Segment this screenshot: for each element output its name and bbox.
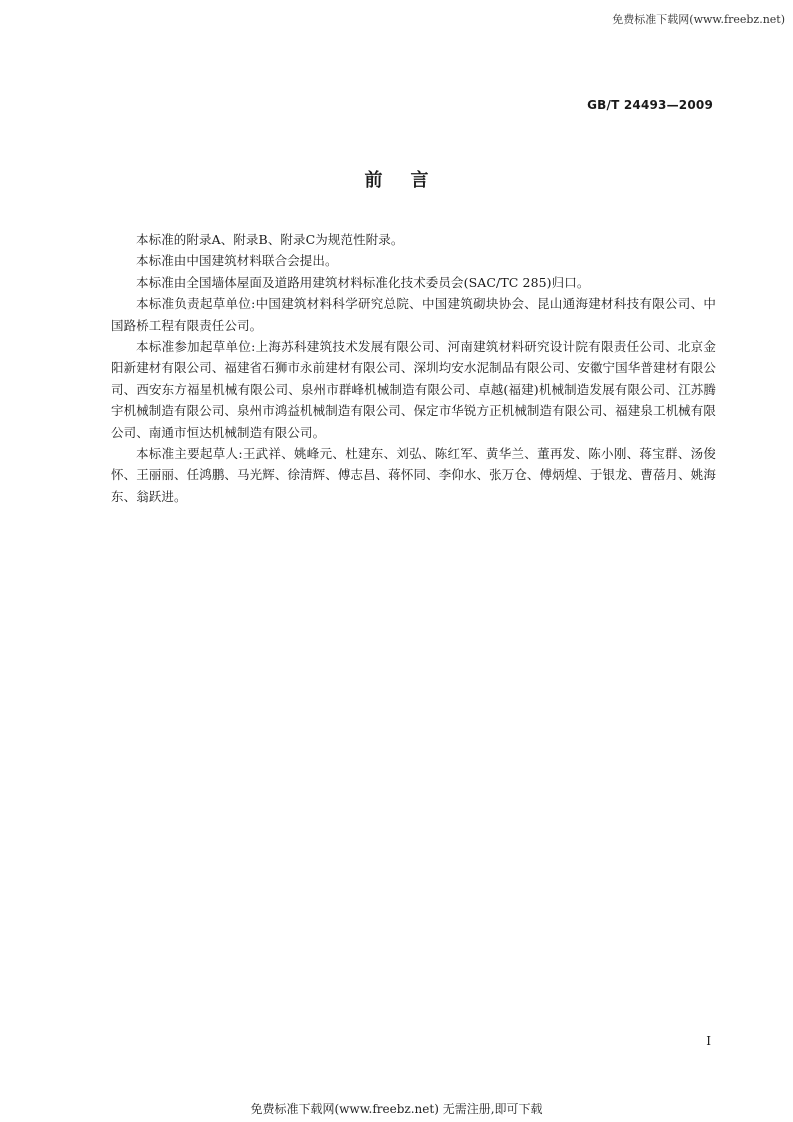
paragraph-drafters: 本标准主要起草人:王武祥、姚峰元、杜建东、刘弘、陈红军、黄华兰、董再发、陈小刚、蒋宝群、汤俊怀、王丽丽、任鸿鹏、马光辉、徐清辉、傅志昌、蒋怀同、李仰水、张万仓、傅炳煌、于银龙、曹蓓月、姚海东、翁跃进。 [111,446,716,504]
paragraph-committee: 本标准由全国墙体屋面及道路用建筑材料标准化技术委员会(SAC/TC 285)归口。 [136,274,590,290]
paragraph-participating-units: 本标准参加起草单位:上海苏科建筑技术发展有限公司、河南建筑材料研究设计院有限责任公司、北京金阳新建材有限公司、福建省石狮市永前建材有限公司、深圳均安水泥制品有限公司、安徽宁国华普建材有限公司、西安东方福星机械有限公司、泉州市群峰机械制造有限公司、卓越(福建)机械制造发展有限公司、江苏腾宇机械制造有限公司、泉州市鸿益机械制造有限公司、保定市华锐方正机械制造有限公司、福建泉工机械有限公司、南通市恒达机械制造有限公司。 [111,339,716,440]
watermark-top: 免费标准下载网(www.freebz.net) [612,13,785,26]
standard-number: GB/T 24493—2009 [587,98,713,112]
paragraph-proposer: 本标准由中国建筑材料联合会提出。 [136,253,338,269]
foreword-body [111,229,716,507]
page-number: I [706,1034,711,1048]
watermark-bottom: 免费标准下载网(www.freebz.net) 无需注册,即可下载 [250,1102,543,1116]
paragraph-appendix: 本标准的附录A、附录B、附录C为规范性附录。 [136,232,404,247]
page-title: 前言 [364,170,457,191]
paragraph-responsible-units: 本标准负责起草单位:中国建筑材料科学研究总院、中国建筑砌块协会、昆山通海建材科技有限公司、中国路桥工程有限责任公司。 [111,296,716,333]
